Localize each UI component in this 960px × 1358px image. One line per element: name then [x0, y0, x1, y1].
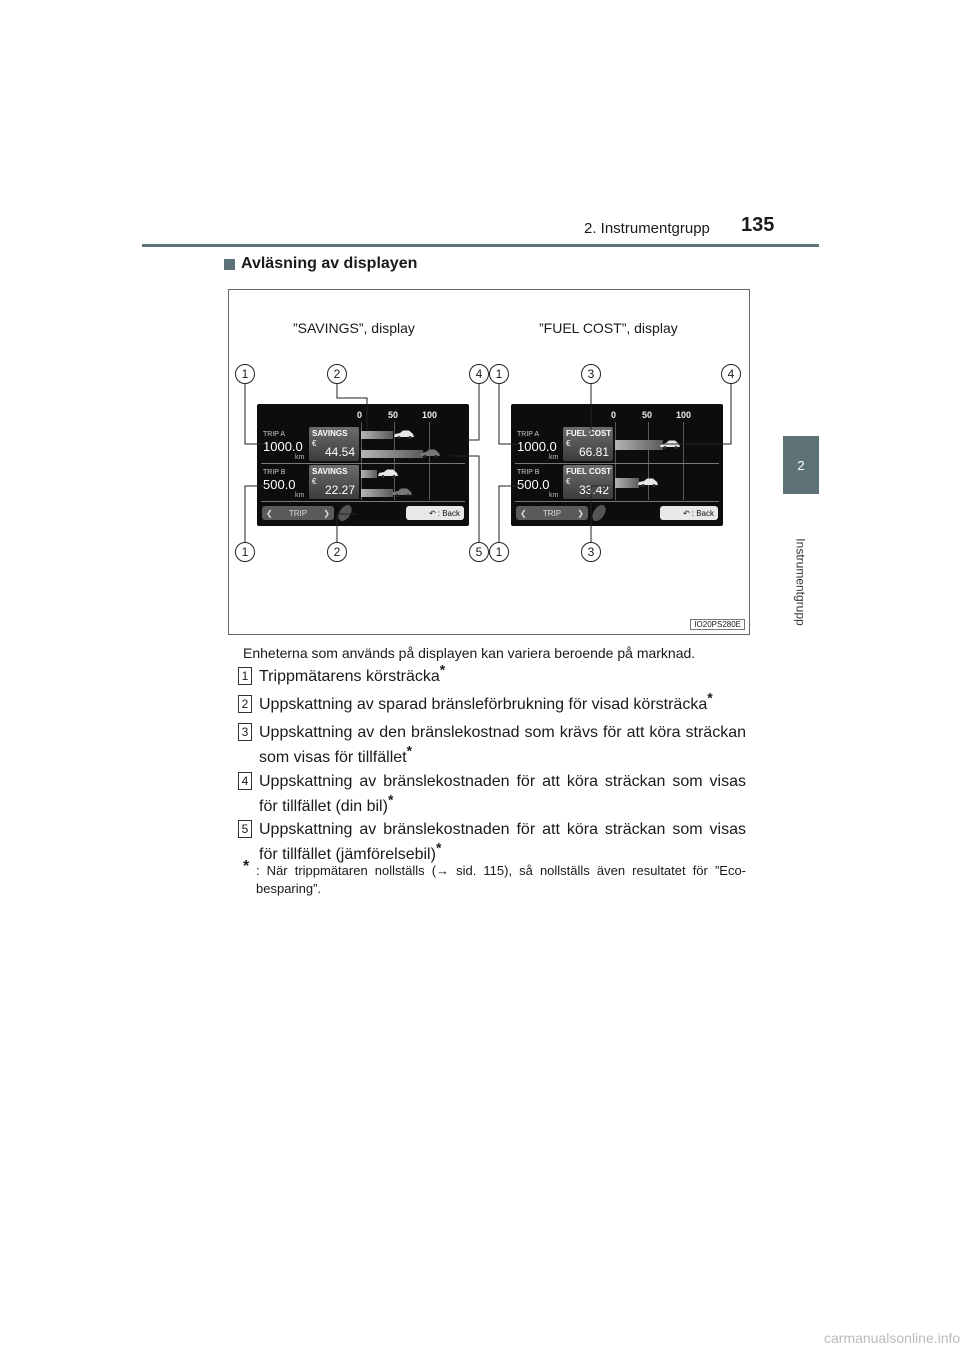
chevron-right-icon: ❯ — [577, 508, 584, 518]
fuel-cost-a-label: FUEL COST — [566, 429, 612, 438]
scale-tick-0: 0 — [357, 410, 363, 420]
trip-a-label: TRIP A — [517, 431, 540, 438]
header-rule — [142, 244, 819, 247]
savings-b-value: 22.27 — [325, 483, 356, 497]
list-item — [238, 689, 746, 717]
trip-button-label: TRIP — [288, 508, 308, 518]
callout-4: 4 — [469, 364, 489, 384]
caption-fuel-cost: ”FUEL COST”, display — [539, 320, 678, 336]
callout-1: 1 — [489, 364, 509, 384]
trip-button-label: TRIP — [542, 508, 562, 518]
trip-b-label: TRIP B — [517, 469, 540, 476]
item-text: Uppskattning av bränslekostnaden för att köra sträckan som visas för tillfället (jämförelsebil) — [259, 821, 746, 863]
trip-a-value: 1000.0 — [263, 439, 303, 454]
list-item — [238, 817, 746, 867]
item-text: Trippmätarens körsträcka — [259, 668, 440, 685]
square-bullet-icon — [224, 259, 235, 270]
back-button-label: : Back — [437, 508, 460, 518]
callout-2: 2 — [327, 364, 347, 384]
scale-tick-0: 0 — [611, 410, 617, 420]
figure-code: IO20PS280E — [690, 619, 745, 630]
trip-b-value: 500.0 — [263, 477, 296, 492]
chapter-label: Instrumentgrupp — [794, 538, 809, 626]
footnote-text: : När trippmätaren nollställs (→ sid. 115), så nollställs även resultatet för ”Eco-besparing”. — [256, 863, 746, 896]
chapter-tab: 2 — [783, 436, 819, 494]
callout-2: 2 — [327, 542, 347, 562]
footnote — [243, 858, 746, 898]
page-number: 135 — [741, 214, 775, 236]
display-figure — [228, 289, 750, 635]
fuel-cost-a-value: 66.81 — [579, 445, 610, 459]
trip-b-value: 500.0 — [517, 477, 550, 492]
back-arrow-icon: ↶ — [683, 508, 690, 518]
trip-a-unit: km — [295, 454, 305, 461]
section-title: 2. Instrumentgrupp — [584, 220, 710, 237]
item-number: 2 — [238, 695, 252, 713]
chevron-right-icon: ❯ — [323, 508, 330, 518]
footnote-star: * — [707, 689, 713, 706]
fuel-cost-b-label: FUEL COST — [566, 467, 612, 476]
item-text: Uppskattning av bränslekostnaden för att köra sträckan som visas för tillfället (din bil) — [259, 773, 746, 815]
callout-5: 5 — [469, 542, 489, 562]
scale-tick-50: 50 — [642, 410, 653, 420]
callout-3: 3 — [581, 542, 601, 562]
item-number: 5 — [238, 820, 252, 838]
list-item — [238, 769, 746, 819]
trip-b-unit: km — [295, 492, 305, 499]
footnote-star: * — [387, 791, 394, 808]
scale-tick-100: 100 — [422, 410, 438, 420]
chevron-left-icon: ❮ — [520, 508, 527, 518]
item-number: 4 — [238, 772, 252, 790]
fuel-cost-a-currency: € — [566, 439, 571, 448]
fuel-cost-b-currency: € — [566, 477, 571, 486]
footnote-star: * — [406, 742, 413, 759]
fuel-cost-b-value: 33.42 — [579, 483, 610, 497]
trip-a-label: TRIP A — [263, 431, 286, 438]
savings-a-value: 44.54 — [325, 445, 356, 459]
trip-a-unit: km — [549, 454, 559, 461]
back-arrow-icon: ↶ — [429, 508, 436, 518]
scale-tick-50: 50 — [388, 410, 399, 420]
callout-leader-lines — [229, 290, 751, 636]
callout-1: 1 — [235, 364, 255, 384]
savings-b-label: SAVINGS — [312, 467, 348, 476]
callout-1: 1 — [235, 542, 255, 562]
savings-b-currency: € — [312, 477, 317, 486]
savings-a-label: SAVINGS — [312, 429, 348, 438]
caption-savings: ”SAVINGS”, display — [293, 320, 415, 336]
back-button-label: : Back — [691, 508, 714, 518]
item-text: Uppskattning av den bränslekostnad som krävs för att köra sträckan som visas för tillfället — [259, 724, 746, 766]
footnote-star: * — [435, 839, 442, 856]
item-number: 1 — [238, 667, 252, 685]
callout-1: 1 — [489, 542, 509, 562]
savings-a-currency: € — [312, 439, 317, 448]
trip-b-label: TRIP B — [263, 469, 286, 476]
trip-b-unit: km — [549, 492, 559, 499]
trip-a-value: 1000.0 — [517, 439, 557, 454]
chevron-left-icon: ❮ — [266, 508, 273, 518]
callout-4: 4 — [721, 364, 741, 384]
list-item — [238, 720, 746, 770]
item-text: Uppskattning av sparad bränsleförbrukning för visad körsträcka — [259, 696, 708, 713]
footnote-marker: * — [243, 858, 250, 875]
watermark: carmanualsonline.info — [824, 1330, 960, 1346]
section-heading-text: Avläsning av displayen — [241, 255, 418, 272]
item-number: 3 — [238, 723, 252, 741]
list-item — [238, 661, 746, 689]
callout-3: 3 — [581, 364, 601, 384]
units-note: Enheterna som används på displayen kan variera beroende på marknad. — [243, 645, 696, 661]
scale-tick-100: 100 — [676, 410, 692, 420]
section-heading — [224, 255, 417, 273]
footnote-star: * — [439, 661, 446, 678]
